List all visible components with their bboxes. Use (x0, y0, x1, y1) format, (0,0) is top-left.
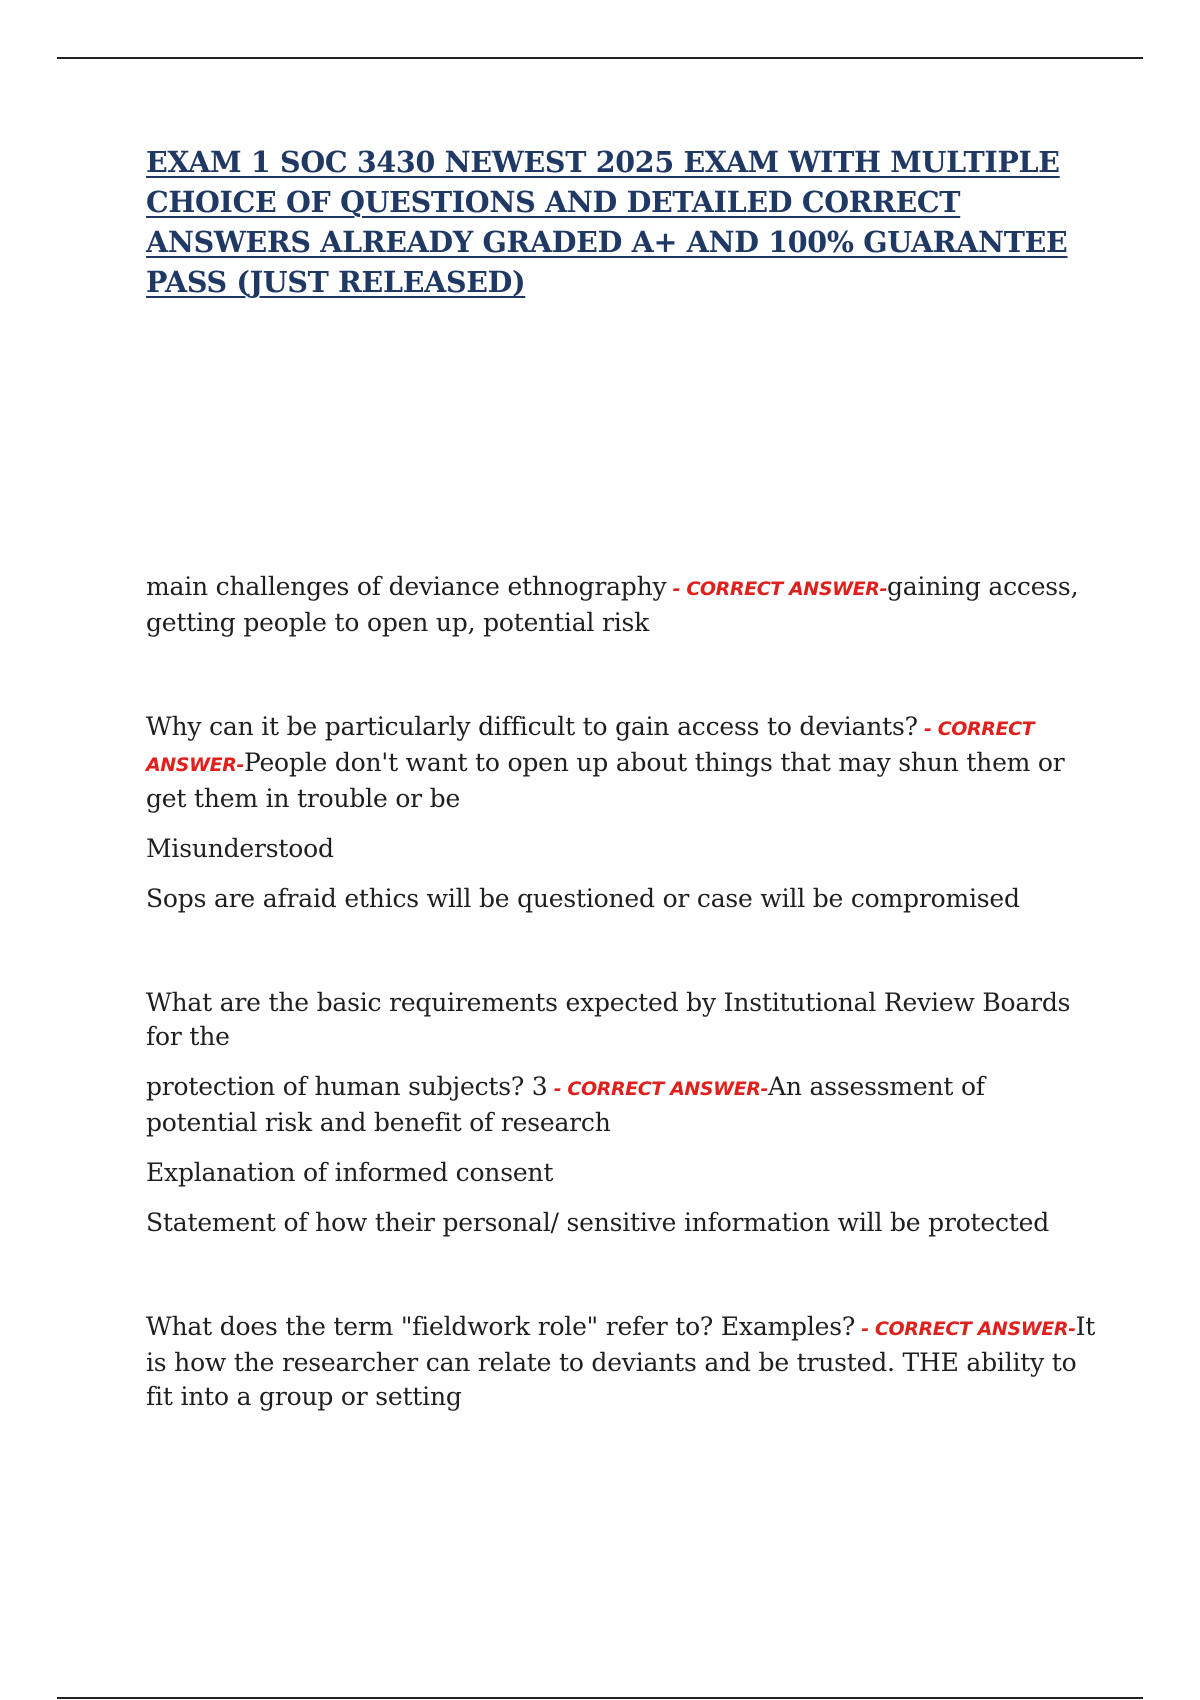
qa-question-line (146, 1310, 1096, 1414)
qa-question-line (146, 1070, 1096, 1140)
answer-text: gaining access, getting people to open up, potential risk (146, 572, 1079, 637)
question-text: Why can it be particularly difficult to gain access to deviants? (146, 712, 918, 741)
qa-question-line (146, 570, 1096, 640)
top-rule (57, 57, 1143, 59)
qa-item (146, 1310, 1096, 1414)
answer-continuation: Sops are afraid ethics will be questioned or case will be compromised (146, 884, 1020, 913)
qa-item (146, 570, 1096, 640)
correct-answer-tag: - CORRECT ANSWER- (146, 718, 1035, 776)
answer-continuation: Misunderstood (146, 834, 334, 863)
qa-item (146, 710, 1096, 916)
question-text: What does the term "fieldwork role" refer to? Examples? (146, 1312, 856, 1341)
question-lead-text: What are the basic requirements expected by Institutional Review Boards for the (146, 988, 1071, 1051)
answer-continuation: Explanation of informed consent (146, 1158, 554, 1187)
correct-answer-tag: - CORRECT ANSWER- (666, 578, 887, 600)
document-title: EXAM 1 SOC 3430 NEWEST 2025 EXAM WITH MULTIPLE CHOICE OF QUESTIONS AND DETAILED CORRECT ANSWERS ALREADY GRADED A+ AND 100% GUARANTEE PASS (JUST RELEASED) (146, 145, 1068, 299)
qa-item (146, 986, 1096, 1240)
question-text: protection of human subjects? 3 (146, 1072, 548, 1101)
qa-question-line (146, 710, 1096, 816)
answer-text: People don't want to open up about things that may shun them or get them in trouble or be (146, 748, 1065, 813)
answer-text: It is how the researcher can relate to deviants and be trusted. THE ability to fit into a group or setting (146, 1312, 1096, 1411)
question-text: main challenges of deviance ethnography (146, 572, 667, 601)
bottom-rule (57, 1697, 1143, 1699)
correct-answer-tag: - CORRECT ANSWER- (855, 1318, 1076, 1340)
answer-continuation: Statement of how their personal/ sensitive information will be protected (146, 1208, 1050, 1237)
qa-list (146, 570, 1096, 1430)
answer-text: An assessment of potential risk and benefit of research (146, 1072, 985, 1137)
correct-answer-tag: - CORRECT ANSWER- (547, 1078, 769, 1100)
